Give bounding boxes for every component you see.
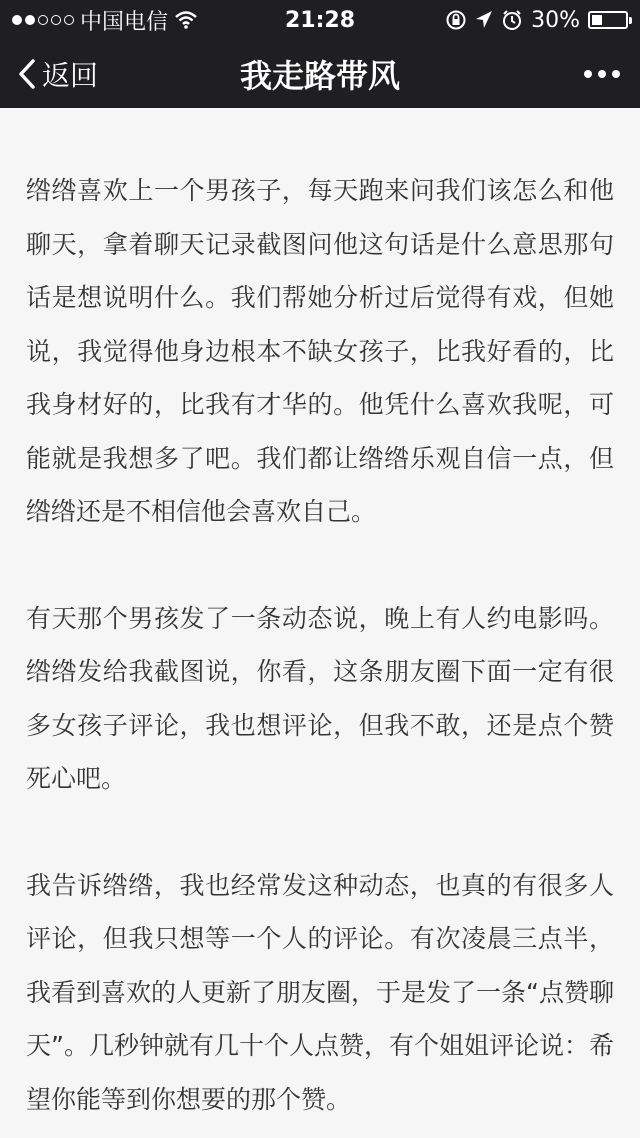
more-dot bbox=[612, 70, 620, 78]
wifi-icon bbox=[174, 10, 198, 30]
page-title: 我走路带风 bbox=[239, 57, 400, 95]
location-icon bbox=[475, 10, 493, 30]
nav-bar bbox=[0, 40, 640, 108]
more-dot bbox=[598, 70, 606, 78]
signal-dot bbox=[38, 15, 48, 25]
status-left bbox=[12, 5, 198, 36]
battery-percent: 30% bbox=[531, 7, 580, 33]
battery-icon bbox=[588, 11, 628, 29]
article-paragraph: 绺绺喜欢上一个男孩子，每天跑来问我们该怎么和他聊天，拿着聊天记录截图问他这句话是什么意思那句话是想说明什么。我们帮她分析过后觉得有戏，但她说，我觉得他身边根本不缺女孩子，比我好看的，比我身材好的，比我有才华的。他凭什么喜欢我呢，可能就是我想多了吧。我们都让绺绺乐观自信一点，但绺绺还是不相信他会喜欢自己。 bbox=[26, 176, 614, 526]
alarm-icon bbox=[501, 9, 523, 31]
back-button[interactable] bbox=[16, 54, 98, 94]
chevron-left-icon bbox=[16, 58, 38, 90]
carrier-label: 中国电信 bbox=[80, 9, 169, 35]
more-dots-icon[interactable] bbox=[580, 60, 624, 88]
article-body bbox=[0, 108, 640, 1138]
signal-dot bbox=[64, 15, 74, 25]
signal-dot bbox=[51, 15, 61, 25]
signal-dot bbox=[25, 15, 35, 25]
status-right bbox=[445, 8, 628, 33]
article-paragraph: 我告诉绺绺，我也经常发这种动态，也真的有很多人评论，但我只想等一个人的评论。有次凌晨三点半，我看到喜欢的人更新了朋友圈，于是发了一条“点赞聊天”。几秒钟就有几十个人点赞，有个姐姐评论说：希望你能等到你想要的那个赞。 bbox=[26, 870, 614, 1114]
article-paragraph: 有天那个男孩发了一条动态说，晚上有人约电影吗。绺绺发给我截图说，你看，这条朋友圈下面一定有很多女孩子评论，我也想评论，但我不敢，还是点个赞死心吧。 bbox=[26, 603, 614, 793]
battery-level bbox=[592, 15, 602, 25]
signal-strength-icon bbox=[12, 15, 74, 25]
rotation-lock-icon bbox=[445, 9, 467, 31]
back-label: 返回 bbox=[42, 59, 99, 92]
status-bar bbox=[0, 0, 640, 40]
more-dot bbox=[584, 70, 592, 78]
signal-dot bbox=[12, 15, 22, 25]
clock: 21:28 bbox=[284, 7, 356, 33]
